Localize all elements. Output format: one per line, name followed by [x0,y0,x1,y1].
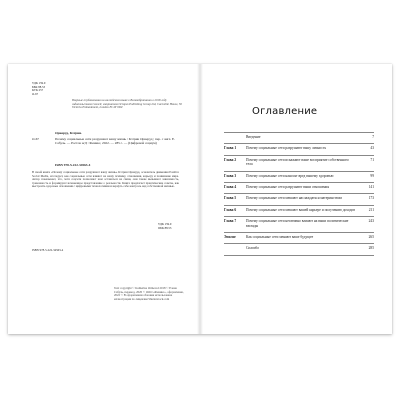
toc-chapter-title: Почему социальные сети разрушают вашу личность [246,146,327,151]
toc-page-number: 285 [368,246,374,251]
toc-chapter-label: Глава 7 [224,219,237,224]
toc-chapter-title: Почему социальные сети мешают наслаждаться материнством [246,196,342,201]
toc-row [224,172,374,183]
toc-row [224,144,374,155]
author-code: О-67 [32,91,39,96]
book-spread [8,64,392,334]
toc-page-number: 211 [368,207,374,212]
annotation: В своей книге «Почему социальные сети разрушают вашу жизнь» Кэтрин Орнеруд, основатель движения Positive Social Media, исследует, как социальные сети влияют на нашу психику, отношения, карьеру и понимание мира. Автор показывает, что, хотя соцсети позволяют нам оставаться на связи, они также вызывают зависимость, тревожность и формируют искаженное представление о реальности. Книга предлагает практические советы, как выстроить здоровые отношения с цифровыми технологиями и вернуть себе контроль над собственной жизнью. [32,170,179,189]
toc-page-number: 265 [368,235,374,240]
toc-row [224,244,374,255]
toc-chapter-title: Как социальные сети меняют ваше будущее [246,235,314,240]
table-of-contents [224,132,374,256]
toc-page-number: 173 [368,196,374,201]
toc-chapter-title: Почему социальные сети негативно влияют на ваши политические взгляды [246,219,349,228]
toc-chapter-title: Почему социальные сети мешают вашей карьере и получению доходов [246,207,355,212]
toc-chapter-title: Почему социальные сети наносят вред вашему здоровью [246,173,334,178]
udc-code: УДК 159.9 [32,81,46,85]
toc-chapter-label: Глава 3 [224,173,237,178]
toc-chapter-label: Глава 6 [224,207,237,212]
copyright-block: Text copyright © Katherine Ormerod 2018 © Елена Сабуль, перевод, 2020 © ООО «Феникс», оформление, 2022 © В оформлении обложки использована иллюстрация по лицензии Shutterstock.com [114,286,184,301]
author-mark: О-67 [32,137,39,141]
isbn-bottom: ISBN 978-5-222-34563-4 [32,248,64,252]
original-publication-note: Впервые опубликована на английском языке в Великобритании в 2018 году издательством Cassell, импринтом Octopus Publishing Group Ltd, Carmelite House, 50 Victoria Embankment, London EC4Y 0DZ [72,98,182,110]
toc-row [224,194,374,205]
toc-row [224,183,374,194]
toc-row [224,156,374,172]
author-name: Орнеруд, Кэтрин. [55,131,82,135]
toc-row [224,132,374,144]
toc-chapter-title: Введение [246,135,261,139]
toc-page-number: 141 [368,185,374,190]
toc-chapter-label: Глава 4 [224,185,237,190]
isbn: ISBN 978-5-222-34563-4 [55,163,91,167]
toc-row [224,217,374,233]
toc-page-number: 43 [370,146,374,151]
toc-chapter-label: Глава 1 [224,146,237,151]
toc-page-number: 71 [370,157,374,162]
toc-page-number: 99 [370,173,374,178]
toc-chapter-label: Эпилог [224,235,237,240]
toc-chapter-title: Почему социальные сети разрушают ваши отношения [246,185,329,190]
classification-codes-bottom [158,223,171,230]
classification-codes [32,82,45,96]
ktk-code: КТК 257 [32,88,44,93]
toc-chapter-label: Глава 2 [224,157,237,162]
toc-page-number: 243 [368,219,374,224]
toc-row [224,206,374,217]
right-page [200,64,392,334]
left-page [8,64,200,334]
toc-page-number: 7 [372,135,374,139]
toc-title: Оглавление [252,106,318,117]
toc-row [224,233,374,244]
toc-chapter-label: Глава 5 [224,196,237,201]
bibliographic-description: Почему социальные сети разрушают вашу жизнь / Кэтрин Орнеруд ; пер. с англ. Е. Сабуль. — Ростов н/Д : Феникс, 2022. — 285 с. — (Цифровой социум) [55,137,175,146]
bbk-code-bottom: ББК 88.53 [158,225,172,230]
bbk-code: ББК 88.53 [32,84,45,89]
toc-chapter-title: Почему социальные сети искажают ваше восприятие собственного тела [246,157,349,167]
toc-chapter-title: Спасибо [246,246,260,251]
udc-code-bottom: УДК 159.9 [158,222,172,226]
